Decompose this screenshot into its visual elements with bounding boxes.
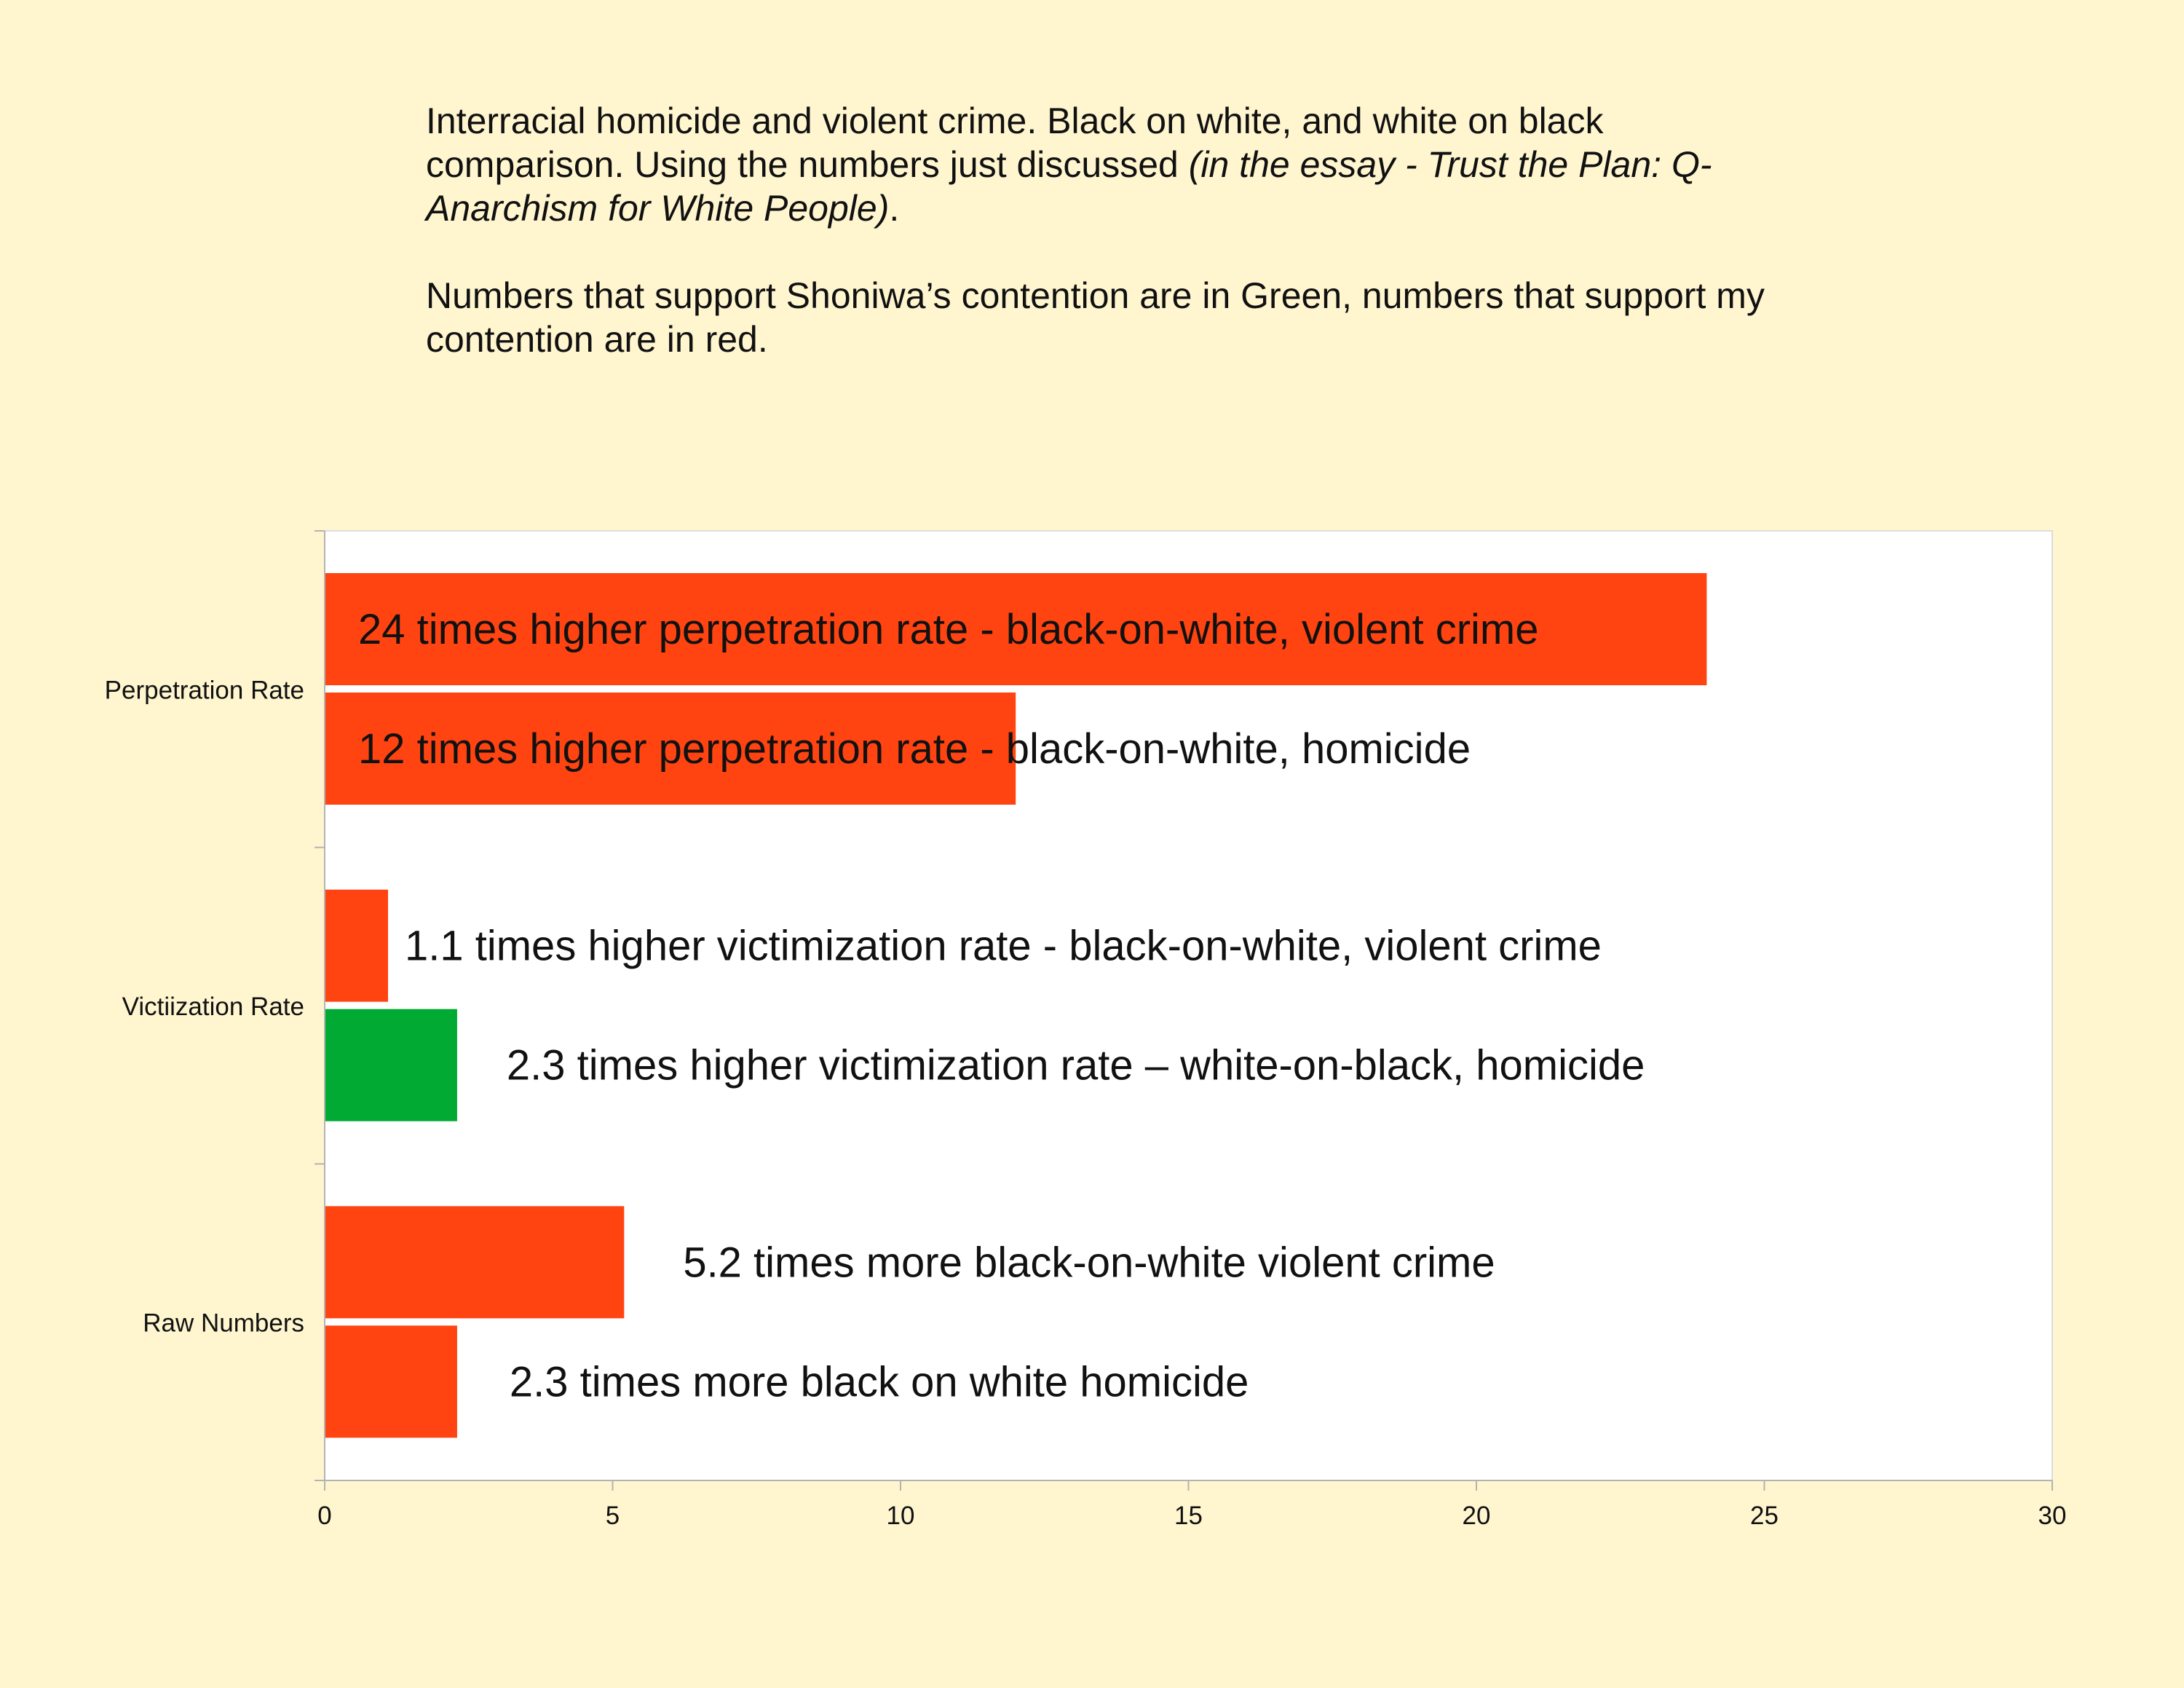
x-tick-label-3: 15 xyxy=(1174,1502,1203,1530)
intro-essay-reference: (in the essay - Trust the Plan: Q-Anarchism for White People) xyxy=(426,144,1712,229)
x-tick-label-6: 30 xyxy=(2038,1502,2067,1530)
intro-line-1: Interracial homicide and violent crime. Black on white, and white on black comparison. Using the numbers just discussed xyxy=(426,100,1604,185)
x-tick-label-0: 0 xyxy=(317,1502,332,1530)
bar-2-label: 12 times higher perpetration rate - black-on-white, homicide xyxy=(358,725,1471,773)
category-label-2: Victiization Rate xyxy=(122,993,304,1021)
x-tick-label-5: 25 xyxy=(1750,1502,1779,1530)
intro-paragraph-2: Numbers that support Shoniwa’s contention are in Green, numbers that support my contention are in red. xyxy=(426,275,1765,360)
x-tick-label-4: 20 xyxy=(1462,1502,1491,1530)
category-label-1: Perpetration Rate xyxy=(104,676,304,705)
bar-4-label: 2.3 times higher victimization rate – white-on-black, homicide xyxy=(506,1041,1645,1089)
bar-6-label: 2.3 times more black on white homicide xyxy=(509,1358,1249,1406)
bar-5 xyxy=(325,1206,624,1318)
bar-5-label: 5.2 times more black-on-white violent crime xyxy=(683,1239,1495,1287)
bar-6 xyxy=(325,1325,457,1437)
bar-1-label: 24 times higher perpetration rate - black-on-white, violent crime xyxy=(358,606,1539,653)
bar-4 xyxy=(325,1009,457,1121)
x-tick-label-2: 10 xyxy=(886,1502,915,1530)
intro-period: . xyxy=(889,188,900,229)
bar-3 xyxy=(325,890,388,1002)
x-tick-label-1: 5 xyxy=(605,1502,620,1530)
category-label-3: Raw Numbers xyxy=(143,1309,304,1338)
bar-3-label: 1.1 times higher victimization rate - black-on-white, violent crime xyxy=(405,922,1602,970)
